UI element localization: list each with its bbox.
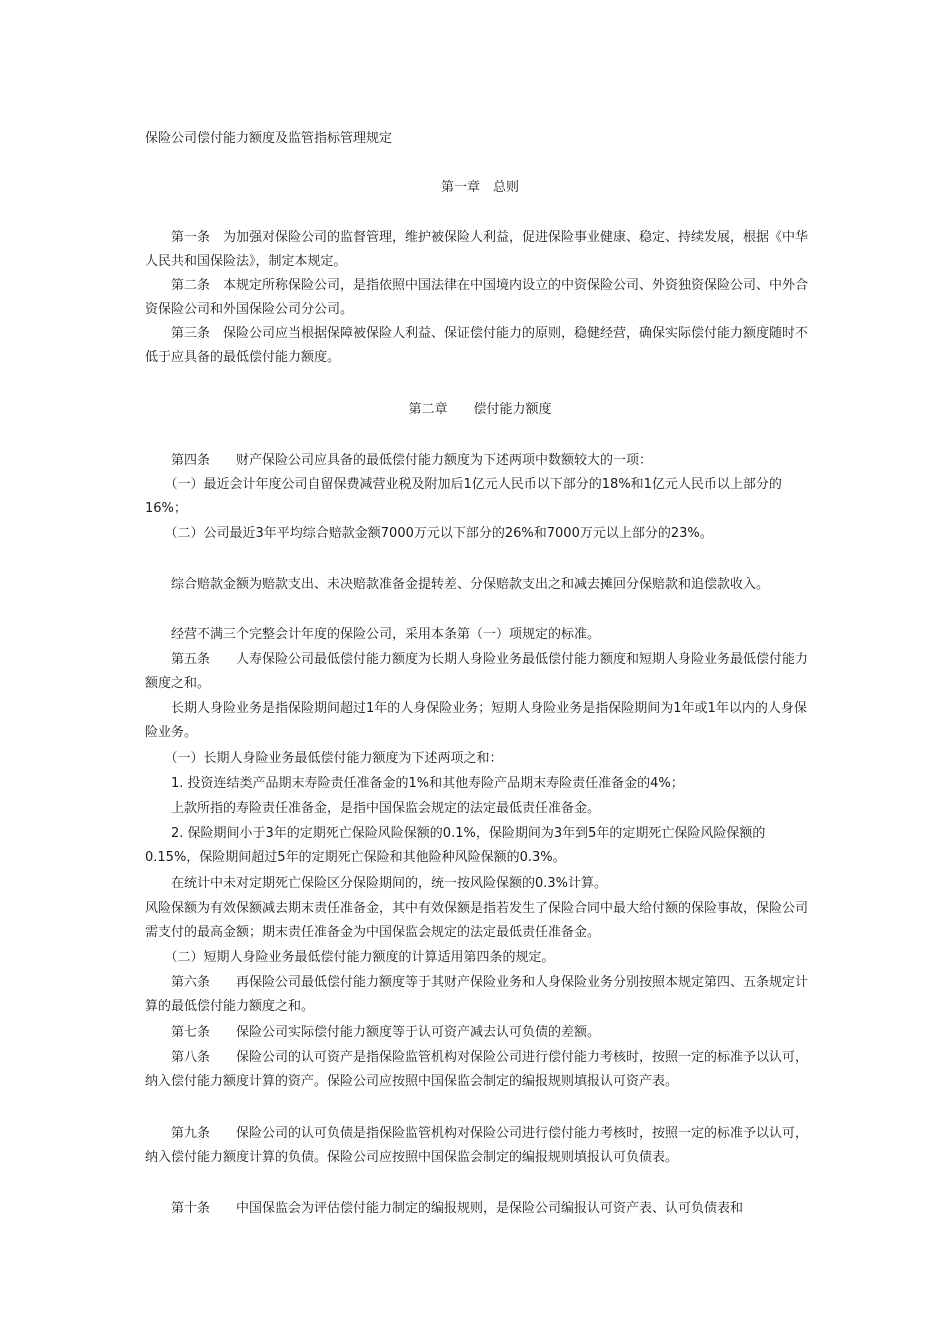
article-4-note-1: 综合赔款金额为赔款支出、未决赔款准备金提转差、分保赔款支出之和减去摊回分保赔款和追偿款收入。 bbox=[145, 577, 770, 592]
article-1: 第一条 为加强对保险公司的监督管理，维护被保险人利益，促进保险事业健康、稳定、持续发展，根据《中华人民共和国保险法》，制定本规定。 bbox=[145, 230, 809, 269]
article-6: 第六条 再保险公司最低偿付能力额度等于其财产保险业务和人身保险业务分别按照本规定第四、五条规定计算的最低偿付能力额度之和。 bbox=[145, 975, 809, 1014]
article-4: 第四条 财产保险公司应具备的最低偿付能力额度为下述两项中数额较大的一项： bbox=[145, 453, 653, 468]
article-9: 第九条 保险公司的认可负债是指保险监管机构对保险公司进行偿付能力考核时，按照一定的标准予以认可，纳入偿付能力额度计算的负债。保险公司应按照中国保监会制定的编报规则填报认可负债表。 bbox=[145, 1126, 809, 1165]
article-5: 第五条 人寿保险公司最低偿付能力额度为长期人身险业务最低偿付能力额度和短期人身险业务最低偿付能力额度之和。 bbox=[145, 652, 809, 691]
article-5-item-1-1-note: 上款所指的寿险责任准备金，是指中国保监会规定的法定最低责任准备金。 bbox=[145, 801, 601, 816]
article-5-item-1-2: 2. 保险期间小于3年的定期死亡保险风险保额的0.1%，保险期间为3年到5年的定期死亡保险风险保额的0.15%，保险期间超过5年的定期死亡保险和其他险种风险保额的0.3%。 bbox=[145, 826, 766, 865]
article-4-note-2: 经营不满三个完整会计年度的保险公司，采用本条第（一）项规定的标准。 bbox=[145, 627, 601, 642]
article-2: 第二条 本规定所称保险公司，是指依照中国法律在中国境内设立的中资保险公司、外资独资保险公司、中外合资保险公司和外国保险公司分公司。 bbox=[145, 278, 809, 317]
article-4-item-2: （二）公司最近3年平均综合赔款金额7000万元以下部分的26%和7000万元以上部分的23%。 bbox=[145, 526, 713, 541]
document-title: 保险公司偿付能力额度及监管指标管理规定 bbox=[145, 131, 393, 146]
article-5-item-1-2-note: 在统计中未对定期死亡保险区分保险期间的，统一按风险保额的0.3%计算。 bbox=[145, 876, 608, 891]
chapter-2-heading: 第二章 偿付能力额度 bbox=[408, 402, 552, 417]
article-5-item-1-1: 1. 投资连结类产品期末寿险责任准备金的1%和其他寿险产品期末寿险责任准备金的4%； bbox=[145, 776, 684, 791]
article-5-risk-note: 风险保额为有效保额减去期末责任准备金，其中有效保额是指若发生了保险合同中最大给付额的保险事故，保险公司需支付的最高金额；期末责任准备金为中国保监会规定的法定最低责任准备金。 bbox=[145, 901, 809, 940]
article-8: 第八条 保险公司的认可资产是指保险监管机构对保险公司进行偿付能力考核时，按照一定的标准予以认可，纳入偿付能力额度计算的资产。保险公司应按照中国保监会制定的编报规则填报认可资产表。 bbox=[145, 1050, 809, 1089]
article-10: 第十条 中国保监会为评估偿付能力制定的编报规则，是保险公司编报认可资产表、认可负债表和 bbox=[145, 1201, 744, 1216]
article-4-item-1: （一）最近会计年度公司自留保费减营业税及附加后1亿元人民币以下部分的18%和1亿元人民币以上部分的16%； bbox=[145, 477, 782, 516]
article-7: 第七条 保险公司实际偿付能力额度等于认可资产减去认可负债的差额。 bbox=[145, 1025, 601, 1040]
article-5-item-2: （二）短期人身险业务最低偿付能力额度的计算适用第四条的规定。 bbox=[145, 950, 555, 965]
chapter-1-heading: 第一章 总则 bbox=[440, 180, 519, 195]
article-3: 第三条 保险公司应当根据保障被保险人利益、保证偿付能力的原则，稳健经营，确保实际偿付能力额度随时不低于应具备的最低偿付能力额度。 bbox=[145, 326, 809, 365]
article-5-definition: 长期人身险业务是指保险期间超过1年的人身保险业务；短期人身险业务是指保险期间为1年或1年以内的人身保险业务。 bbox=[145, 701, 807, 740]
article-5-item-1: （一）长期人身险业务最低偿付能力额度为下述两项之和： bbox=[145, 751, 503, 766]
